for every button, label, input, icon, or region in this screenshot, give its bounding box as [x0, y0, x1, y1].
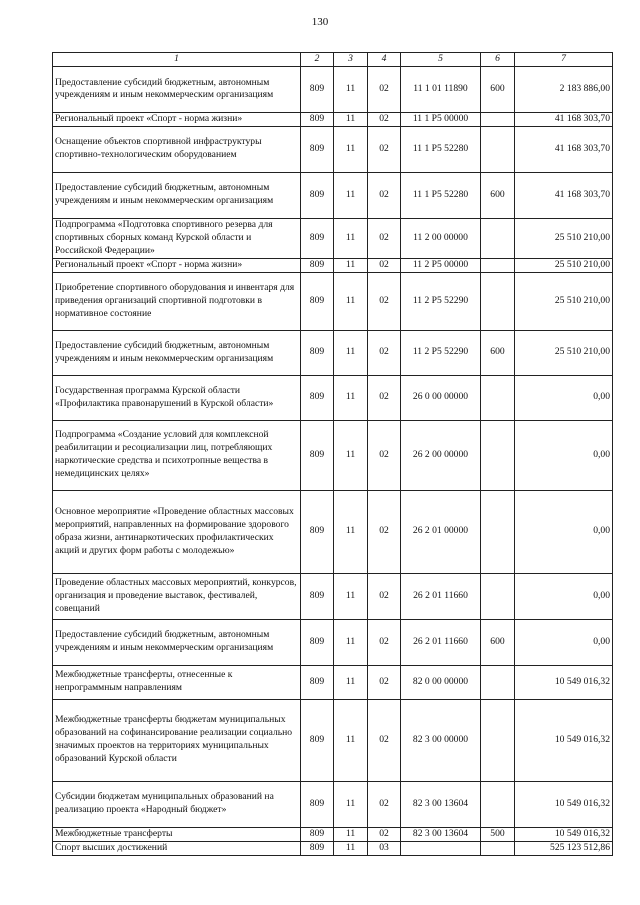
row-subsection-cell: 11 — [334, 699, 368, 781]
row-target-item-cell: 11 1 P5 52280 — [401, 172, 481, 218]
row-subsection-cell: 11 — [334, 66, 368, 112]
row-amount-cell: 25 510 210,00 — [515, 218, 613, 258]
row-amount-cell: 0,00 — [515, 420, 613, 490]
row-name-cell: Оснащение объектов спортивной инфраструктуры спортивно-технологическим оборудованием — [53, 126, 301, 172]
row-group-cell: 02 — [368, 665, 401, 699]
row-subsection-cell: 11 — [334, 172, 368, 218]
row-group-cell: 02 — [368, 420, 401, 490]
row-amount-cell: 0,00 — [515, 490, 613, 573]
row-name-cell: Предоставление субсидий бюджетным, автономным учреждениям и иным некоммерческим организациям — [53, 66, 301, 112]
row-target-item-cell: 82 0 00 00000 — [401, 665, 481, 699]
row-expense-type-cell — [481, 573, 515, 619]
row-name-cell: Проведение областных массовых мероприятий, конкурсов, организация и проведение выставок, фестивалей, совещаний — [53, 573, 301, 619]
row-name-cell: Спорт высших достижений — [53, 841, 301, 855]
row-name-cell: Межбюджетные трансферты бюджетам муниципальных образований на софинансирование реализации социально значимых проектов на территориях муниципальных образований Курской области — [53, 699, 301, 781]
row-name-cell: Подпрограмма «Создание условий для комплексной реабилитации и ресоциализации лиц, потребляющих наркотические средства и психотропные вещества в немедицинских целях» — [53, 420, 301, 490]
row-expense-type-cell — [481, 841, 515, 855]
row-group-cell: 02 — [368, 172, 401, 218]
row-section-code-cell: 809 — [301, 665, 334, 699]
row-amount-cell: 41 168 303,70 — [515, 126, 613, 172]
row-group-cell: 02 — [368, 126, 401, 172]
table-header-row — [53, 53, 613, 67]
row-amount-cell: 2 183 886,00 — [515, 66, 613, 112]
row-subsection-cell: 11 — [334, 781, 368, 827]
table-row — [53, 330, 613, 375]
table-row — [53, 573, 613, 619]
row-section-code-cell: 809 — [301, 573, 334, 619]
row-subsection-cell: 11 — [334, 827, 368, 841]
table-row — [53, 841, 613, 855]
header-col-6: 6 — [481, 53, 515, 67]
row-amount-cell: 10 549 016,32 — [515, 665, 613, 699]
row-target-item-cell: 11 2 P5 00000 — [401, 258, 481, 272]
row-amount-cell: 525 123 512,86 — [515, 841, 613, 855]
row-amount-cell: 10 549 016,32 — [515, 827, 613, 841]
row-group-cell: 02 — [368, 827, 401, 841]
row-expense-type-cell: 600 — [481, 619, 515, 665]
row-group-cell: 02 — [368, 272, 401, 330]
row-amount-cell: 10 549 016,32 — [515, 699, 613, 781]
table-row — [53, 66, 613, 112]
table-row — [53, 126, 613, 172]
row-amount-cell: 0,00 — [515, 619, 613, 665]
table-row — [53, 375, 613, 420]
row-subsection-cell: 11 — [334, 112, 368, 126]
row-section-code-cell: 809 — [301, 841, 334, 855]
header-col-1: 1 — [53, 53, 301, 67]
row-name-cell: Субсидии бюджетам муниципальных образований на реализацию проекта «Народный бюджет» — [53, 781, 301, 827]
row-target-item-cell: 26 2 01 00000 — [401, 490, 481, 573]
row-name-cell: Основное мероприятие «Проведение областных массовых мероприятий, направленных на формирование здорового образа жизни, антинаркотических профилактических акций и других форм работы с молодежью» — [53, 490, 301, 573]
row-subsection-cell: 11 — [334, 665, 368, 699]
row-amount-cell: 25 510 210,00 — [515, 272, 613, 330]
row-name-cell: Межбюджетные трансферты, отнесенные к непрограммным направлениям — [53, 665, 301, 699]
row-name-cell: Межбюджетные трансферты — [53, 827, 301, 841]
row-target-item-cell: 11 2 P5 52290 — [401, 272, 481, 330]
row-expense-type-cell: 600 — [481, 330, 515, 375]
row-target-item-cell: 26 2 01 11660 — [401, 619, 481, 665]
row-section-code-cell: 809 — [301, 172, 334, 218]
row-section-code-cell: 809 — [301, 272, 334, 330]
row-subsection-cell: 11 — [334, 330, 368, 375]
row-expense-type-cell — [481, 258, 515, 272]
table-row — [53, 781, 613, 827]
row-group-cell: 02 — [368, 490, 401, 573]
row-expense-type-cell — [481, 218, 515, 258]
header-col-3: 3 — [334, 53, 368, 67]
row-section-code-cell: 809 — [301, 330, 334, 375]
row-subsection-cell: 11 — [334, 573, 368, 619]
table-row — [53, 619, 613, 665]
row-name-cell: Подпрограмма «Подготовка спортивного резерва для спортивных сборных команд Курской области и Российской Федерации» — [53, 218, 301, 258]
row-expense-type-cell: 600 — [481, 172, 515, 218]
row-section-code-cell: 809 — [301, 218, 334, 258]
row-group-cell: 03 — [368, 841, 401, 855]
row-target-item-cell: 11 1 P5 52280 — [401, 126, 481, 172]
row-name-cell: Приобретение спортивного оборудования и инвентаря для приведения организаций спортивной подготовки в нормативное состояние — [53, 272, 301, 330]
page-number: 130 — [311, 16, 329, 28]
row-subsection-cell: 11 — [334, 126, 368, 172]
table-row — [53, 490, 613, 573]
row-name-cell: Региональный проект «Спорт - норма жизни» — [53, 112, 301, 126]
row-expense-type-cell — [481, 665, 515, 699]
row-group-cell: 02 — [368, 330, 401, 375]
row-target-item-cell: 11 1 P5 00000 — [401, 112, 481, 126]
row-amount-cell: 41 168 303,70 — [515, 112, 613, 126]
row-name-cell: Предоставление субсидий бюджетным, автономным учреждениям и иным некоммерческим организациям — [53, 330, 301, 375]
row-section-code-cell: 809 — [301, 126, 334, 172]
row-name-cell: Предоставление субсидий бюджетным, автономным учреждениям и иным некоммерческим организациям — [53, 172, 301, 218]
table-row — [53, 665, 613, 699]
row-section-code-cell: 809 — [301, 375, 334, 420]
row-expense-type-cell — [481, 375, 515, 420]
row-expense-type-cell — [481, 781, 515, 827]
header-col-5: 5 — [401, 53, 481, 67]
table-row — [53, 112, 613, 126]
table-row — [53, 172, 613, 218]
row-subsection-cell: 11 — [334, 490, 368, 573]
row-subsection-cell: 11 — [334, 841, 368, 855]
row-subsection-cell: 11 — [334, 420, 368, 490]
header-col-7: 7 — [515, 53, 613, 67]
row-expense-type-cell — [481, 126, 515, 172]
table-row — [53, 258, 613, 272]
row-subsection-cell: 11 — [334, 619, 368, 665]
row-target-item-cell: 82 3 00 13604 — [401, 781, 481, 827]
row-target-item-cell — [401, 841, 481, 855]
row-section-code-cell: 809 — [301, 112, 334, 126]
row-expense-type-cell: 500 — [481, 827, 515, 841]
row-expense-type-cell — [481, 699, 515, 781]
row-name-cell: Региональный проект «Спорт - норма жизни» — [53, 258, 301, 272]
row-target-item-cell: 26 0 00 00000 — [401, 375, 481, 420]
row-subsection-cell: 11 — [334, 272, 368, 330]
row-group-cell: 02 — [368, 66, 401, 112]
header-col-2: 2 — [301, 53, 334, 67]
row-section-code-cell: 809 — [301, 699, 334, 781]
row-group-cell: 02 — [368, 218, 401, 258]
row-target-item-cell: 11 1 01 11890 — [401, 66, 481, 112]
table-row — [53, 699, 613, 781]
row-expense-type-cell — [481, 112, 515, 126]
row-amount-cell: 0,00 — [515, 375, 613, 420]
table-row — [53, 420, 613, 490]
row-target-item-cell: 26 2 00 00000 — [401, 420, 481, 490]
row-target-item-cell: 82 3 00 00000 — [401, 699, 481, 781]
row-amount-cell: 25 510 210,00 — [515, 258, 613, 272]
row-name-cell: Предоставление субсидий бюджетным, автономным учреждениям и иным некоммерческим организациям — [53, 619, 301, 665]
row-group-cell: 02 — [368, 375, 401, 420]
row-section-code-cell: 809 — [301, 420, 334, 490]
row-expense-type-cell — [481, 272, 515, 330]
row-section-code-cell: 809 — [301, 258, 334, 272]
row-section-code-cell: 809 — [301, 66, 334, 112]
row-group-cell: 02 — [368, 258, 401, 272]
row-group-cell: 02 — [368, 699, 401, 781]
row-section-code-cell: 809 — [301, 827, 334, 841]
header-col-4: 4 — [368, 53, 401, 67]
row-expense-type-cell — [481, 490, 515, 573]
row-amount-cell: 10 549 016,32 — [515, 781, 613, 827]
row-amount-cell: 25 510 210,00 — [515, 330, 613, 375]
row-section-code-cell: 809 — [301, 619, 334, 665]
row-section-code-cell: 809 — [301, 781, 334, 827]
row-group-cell: 02 — [368, 112, 401, 126]
row-subsection-cell: 11 — [334, 218, 368, 258]
budget-table — [52, 52, 613, 856]
table-row — [53, 218, 613, 258]
row-group-cell: 02 — [368, 573, 401, 619]
row-amount-cell: 41 168 303,70 — [515, 172, 613, 218]
table-row — [53, 272, 613, 330]
row-section-code-cell: 809 — [301, 490, 334, 573]
row-expense-type-cell — [481, 420, 515, 490]
table-row — [53, 827, 613, 841]
row-name-cell: Государственная программа Курской области «Профилактика правонарушений в Курской области» — [53, 375, 301, 420]
row-target-item-cell: 82 3 00 13604 — [401, 827, 481, 841]
row-expense-type-cell: 600 — [481, 66, 515, 112]
row-amount-cell: 0,00 — [515, 573, 613, 619]
row-target-item-cell: 26 2 01 11660 — [401, 573, 481, 619]
row-subsection-cell: 11 — [334, 258, 368, 272]
row-group-cell: 02 — [368, 781, 401, 827]
row-target-item-cell: 11 2 P5 52290 — [401, 330, 481, 375]
row-group-cell: 02 — [368, 619, 401, 665]
row-subsection-cell: 11 — [334, 375, 368, 420]
row-target-item-cell: 11 2 00 00000 — [401, 218, 481, 258]
